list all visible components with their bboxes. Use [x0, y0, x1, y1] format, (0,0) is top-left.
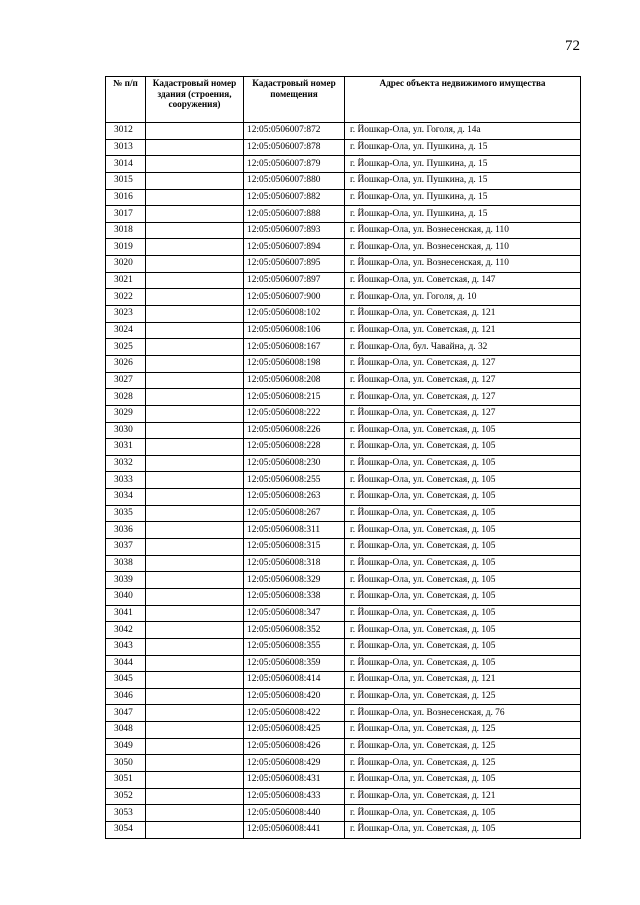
premises-cadastral-cell: 12:05:0506008:329 — [244, 572, 345, 589]
address-cell: г. Йошкар-Ола, ул. Пушкина, д. 15 — [345, 172, 581, 189]
address-cell: г. Йошкар-Ола, ул. Гоголя, д. 10 — [345, 289, 581, 306]
premises-cadastral-cell: 12:05:0506008:352 — [244, 622, 345, 639]
row-number-cell: 3049 — [106, 738, 146, 755]
address-cell: г. Йошкар-Ола, ул. Советская, д. 105 — [345, 505, 581, 522]
building-cadastral-cell — [146, 372, 244, 389]
address-cell: г. Йошкар-Ола, ул. Советская, д. 105 — [345, 522, 581, 539]
building-cadastral-cell — [146, 605, 244, 622]
table-row — [106, 821, 581, 838]
row-number-cell: 3044 — [106, 655, 146, 672]
row-number-cell: 3029 — [106, 405, 146, 422]
address-cell: г. Йошкар-Ола, ул. Советская, д. 105 — [345, 455, 581, 472]
table-row — [106, 771, 581, 788]
row-number-cell: 3040 — [106, 588, 146, 605]
address-cell: г. Йошкар-Ола, ул. Советская, д. 127 — [345, 372, 581, 389]
premises-cadastral-cell: 12:05:0506008:167 — [244, 339, 345, 356]
table-row — [106, 222, 581, 239]
row-number-cell: 3027 — [106, 372, 146, 389]
row-number-cell: 3054 — [106, 821, 146, 838]
premises-cadastral-cell: 12:05:0506007:893 — [244, 222, 345, 239]
row-number-cell: 3046 — [106, 688, 146, 705]
address-cell: г. Йошкар-Ола, ул. Вознесенская, д. 110 — [345, 239, 581, 256]
address-cell: г. Йошкар-Ола, ул. Советская, д. 147 — [345, 272, 581, 289]
row-number-cell: 3023 — [106, 306, 146, 323]
table-row — [106, 139, 581, 156]
building-cadastral-cell — [146, 555, 244, 572]
row-number-cell: 3021 — [106, 272, 146, 289]
address-cell: г. Йошкар-Ола, ул. Советская, д. 105 — [345, 821, 581, 838]
address-cell: г. Йошкар-Ола, ул. Советская, д. 105 — [345, 605, 581, 622]
premises-cadastral-cell: 12:05:0506008:215 — [244, 389, 345, 406]
premises-cadastral-cell: 12:05:0506008:198 — [244, 355, 345, 372]
premises-cadastral-cell: 12:05:0506008:414 — [244, 672, 345, 689]
building-cadastral-cell — [146, 788, 244, 805]
address-cell: г. Йошкар-Ола, ул. Советская, д. 105 — [345, 638, 581, 655]
address-cell: г. Йошкар-Ола, ул. Советская, д. 105 — [345, 539, 581, 556]
header-property-address: Адрес объекта недвижимого имущества — [345, 77, 581, 123]
premises-cadastral-cell: 12:05:0506007:882 — [244, 189, 345, 206]
header-row-number: № п/п — [106, 77, 146, 123]
table-row — [106, 522, 581, 539]
row-number-cell: 3037 — [106, 539, 146, 556]
address-cell: г. Йошкар-Ола, ул. Советская, д. 105 — [345, 588, 581, 605]
address-cell: г. Йошкар-Ола, ул. Советская, д. 105 — [345, 572, 581, 589]
row-number-cell: 3019 — [106, 239, 146, 256]
table-row — [106, 355, 581, 372]
building-cadastral-cell — [146, 489, 244, 506]
address-cell: г. Йошкар-Ола, ул. Пушкина, д. 15 — [345, 206, 581, 223]
building-cadastral-cell — [146, 239, 244, 256]
building-cadastral-cell — [146, 705, 244, 722]
address-cell: г. Йошкар-Ола, ул. Советская, д. 127 — [345, 389, 581, 406]
premises-cadastral-cell: 12:05:0506007:888 — [244, 206, 345, 223]
table-row — [106, 805, 581, 822]
row-number-cell: 3045 — [106, 672, 146, 689]
address-cell: г. Йошкар-Ола, ул. Советская, д. 105 — [345, 472, 581, 489]
premises-cadastral-cell: 12:05:0506007:878 — [244, 139, 345, 156]
row-number-cell: 3015 — [106, 172, 146, 189]
premises-cadastral-cell: 12:05:0506008:318 — [244, 555, 345, 572]
table-row — [106, 206, 581, 223]
address-cell: г. Йошкар-Ола, ул. Советская, д. 121 — [345, 306, 581, 323]
row-number-cell: 3042 — [106, 622, 146, 639]
building-cadastral-cell — [146, 123, 244, 140]
table-row — [106, 755, 581, 772]
premises-cadastral-cell: 12:05:0506008:359 — [244, 655, 345, 672]
table-row — [106, 322, 581, 339]
row-number-cell: 3016 — [106, 189, 146, 206]
table-row — [106, 588, 581, 605]
row-number-cell: 3025 — [106, 339, 146, 356]
premises-cadastral-cell: 12:05:0506007:880 — [244, 172, 345, 189]
table-row — [106, 555, 581, 572]
building-cadastral-cell — [146, 156, 244, 173]
row-number-cell: 3032 — [106, 455, 146, 472]
address-cell: г. Йошкар-Ола, ул. Вознесенская, д. 110 — [345, 222, 581, 239]
premises-cadastral-cell: 12:05:0506007:872 — [244, 123, 345, 140]
building-cadastral-cell — [146, 588, 244, 605]
building-cadastral-cell — [146, 755, 244, 772]
address-cell: г. Йошкар-Ола, ул. Советская, д. 105 — [345, 771, 581, 788]
premises-cadastral-cell: 12:05:0506007:900 — [244, 289, 345, 306]
table-row — [106, 472, 581, 489]
row-number-cell: 3051 — [106, 771, 146, 788]
table-row — [106, 372, 581, 389]
premises-cadastral-cell: 12:05:0506008:226 — [244, 422, 345, 439]
row-number-cell: 3030 — [106, 422, 146, 439]
row-number-cell: 3038 — [106, 555, 146, 572]
row-number-cell: 3033 — [106, 472, 146, 489]
premises-cadastral-cell: 12:05:0506008:347 — [244, 605, 345, 622]
premises-cadastral-cell: 12:05:0506008:255 — [244, 472, 345, 489]
premises-cadastral-cell: 12:05:0506008:315 — [244, 539, 345, 556]
address-cell: г. Йошкар-Ола, ул. Советская, д. 127 — [345, 405, 581, 422]
address-cell: г. Йошкар-Ола, ул. Советская, д. 127 — [345, 355, 581, 372]
row-number-cell: 3053 — [106, 805, 146, 822]
address-cell: г. Йошкар-Ола, ул. Советская, д. 121 — [345, 788, 581, 805]
premises-cadastral-cell: 12:05:0506008:420 — [244, 688, 345, 705]
building-cadastral-cell — [146, 189, 244, 206]
table-header — [106, 77, 581, 123]
row-number-cell: 3020 — [106, 256, 146, 273]
building-cadastral-cell — [146, 422, 244, 439]
address-cell: г. Йошкар-Ола, ул. Пушкина, д. 15 — [345, 189, 581, 206]
row-number-cell: 3028 — [106, 389, 146, 406]
address-cell: г. Йошкар-Ола, ул. Пушкина, д. 15 — [345, 156, 581, 173]
premises-cadastral-cell: 12:05:0506008:355 — [244, 638, 345, 655]
table-row — [106, 455, 581, 472]
premises-cadastral-cell: 12:05:0506007:879 — [244, 156, 345, 173]
premises-cadastral-cell: 12:05:0506008:208 — [244, 372, 345, 389]
row-number-cell: 3052 — [106, 788, 146, 805]
table-row — [106, 256, 581, 273]
table-row — [106, 289, 581, 306]
building-cadastral-cell — [146, 472, 244, 489]
premises-cadastral-cell: 12:05:0506007:895 — [244, 256, 345, 273]
building-cadastral-cell — [146, 256, 244, 273]
row-number-cell: 3018 — [106, 222, 146, 239]
premises-cadastral-cell: 12:05:0506008:433 — [244, 788, 345, 805]
address-cell: г. Йошкар-Ола, ул. Советская, д. 105 — [345, 655, 581, 672]
address-cell: г. Йошкар-Ола, ул. Советская, д. 105 — [345, 489, 581, 506]
table-row — [106, 339, 581, 356]
address-cell: г. Йошкар-Ола, ул. Советская, д. 105 — [345, 622, 581, 639]
row-number-cell: 3043 — [106, 638, 146, 655]
table-row — [106, 505, 581, 522]
address-cell: г. Йошкар-Ола, ул. Советская, д. 121 — [345, 322, 581, 339]
premises-cadastral-cell: 12:05:0506008:263 — [244, 489, 345, 506]
row-number-cell: 3035 — [106, 505, 146, 522]
building-cadastral-cell — [146, 139, 244, 156]
row-number-cell: 3013 — [106, 139, 146, 156]
table-row — [106, 272, 581, 289]
table-row — [106, 722, 581, 739]
address-cell: г. Йошкар-Ола, ул. Гоголя, д. 14а — [345, 123, 581, 140]
building-cadastral-cell — [146, 539, 244, 556]
row-number-cell: 3017 — [106, 206, 146, 223]
table-row — [106, 605, 581, 622]
building-cadastral-cell — [146, 672, 244, 689]
table-row — [106, 489, 581, 506]
address-cell: г. Йошкар-Ола, ул. Советская, д. 105 — [345, 422, 581, 439]
address-cell: г. Йошкар-Ола, ул. Советская, д. 125 — [345, 722, 581, 739]
row-number-cell: 3036 — [106, 522, 146, 539]
premises-cadastral-cell: 12:05:0506008:228 — [244, 439, 345, 456]
table-row — [106, 439, 581, 456]
row-number-cell: 3039 — [106, 572, 146, 589]
row-number-cell: 3041 — [106, 605, 146, 622]
building-cadastral-cell — [146, 306, 244, 323]
property-table-container — [105, 76, 580, 839]
table-row — [106, 688, 581, 705]
building-cadastral-cell — [146, 805, 244, 822]
table-body — [106, 123, 581, 839]
building-cadastral-cell — [146, 272, 244, 289]
table-row — [106, 788, 581, 805]
row-number-cell: 3031 — [106, 439, 146, 456]
premises-cadastral-cell: 12:05:0506008:426 — [244, 738, 345, 755]
table-row — [106, 306, 581, 323]
building-cadastral-cell — [146, 638, 244, 655]
row-number-cell: 3022 — [106, 289, 146, 306]
table-row — [106, 172, 581, 189]
table-row — [106, 405, 581, 422]
building-cadastral-cell — [146, 622, 244, 639]
table-row — [106, 655, 581, 672]
premises-cadastral-cell: 12:05:0506008:441 — [244, 821, 345, 838]
row-number-cell: 3048 — [106, 722, 146, 739]
address-cell: г. Йошкар-Ола, ул. Советская, д. 105 — [345, 439, 581, 456]
row-number-cell: 3014 — [106, 156, 146, 173]
premises-cadastral-cell: 12:05:0506008:230 — [244, 455, 345, 472]
row-number-cell: 3012 — [106, 123, 146, 140]
address-cell: г. Йошкар-Ола, ул. Вознесенская, д. 76 — [345, 705, 581, 722]
table-row — [106, 539, 581, 556]
building-cadastral-cell — [146, 389, 244, 406]
address-cell: г. Йошкар-Ола, ул. Советская, д. 125 — [345, 738, 581, 755]
header-row — [106, 77, 581, 123]
premises-cadastral-cell: 12:05:0506008:311 — [244, 522, 345, 539]
building-cadastral-cell — [146, 722, 244, 739]
table-row — [106, 189, 581, 206]
address-cell: г. Йошкар-Ола, ул. Советская, д. 121 — [345, 672, 581, 689]
address-cell: г. Йошкар-Ола, ул. Советская, д. 105 — [345, 555, 581, 572]
table-row — [106, 156, 581, 173]
address-cell: г. Йошкар-Ола, ул. Советская, д. 105 — [345, 805, 581, 822]
premises-cadastral-cell: 12:05:0506008:440 — [244, 805, 345, 822]
premises-cadastral-cell: 12:05:0506008:425 — [244, 722, 345, 739]
row-number-cell: 3034 — [106, 489, 146, 506]
building-cadastral-cell — [146, 289, 244, 306]
premises-cadastral-cell: 12:05:0506008:267 — [244, 505, 345, 522]
row-number-cell: 3026 — [106, 355, 146, 372]
table-row — [106, 572, 581, 589]
building-cadastral-cell — [146, 222, 244, 239]
building-cadastral-cell — [146, 355, 244, 372]
premises-cadastral-cell: 12:05:0506008:422 — [244, 705, 345, 722]
premises-cadastral-cell: 12:05:0506008:338 — [244, 588, 345, 605]
building-cadastral-cell — [146, 455, 244, 472]
table-row — [106, 389, 581, 406]
table-row — [106, 239, 581, 256]
address-cell: г. Йошкар-Ола, бул. Чавайна, д. 32 — [345, 339, 581, 356]
address-cell: г. Йошкар-Ола, ул. Пушкина, д. 15 — [345, 139, 581, 156]
building-cadastral-cell — [146, 572, 244, 589]
table-row — [106, 622, 581, 639]
building-cadastral-cell — [146, 505, 244, 522]
building-cadastral-cell — [146, 339, 244, 356]
property-table — [105, 76, 581, 839]
table-row — [106, 638, 581, 655]
table-row — [106, 422, 581, 439]
table-row — [106, 705, 581, 722]
building-cadastral-cell — [146, 738, 244, 755]
building-cadastral-cell — [146, 771, 244, 788]
premises-cadastral-cell: 12:05:0506008:429 — [244, 755, 345, 772]
building-cadastral-cell — [146, 172, 244, 189]
building-cadastral-cell — [146, 439, 244, 456]
premises-cadastral-cell: 12:05:0506008:102 — [244, 306, 345, 323]
address-cell: г. Йошкар-Ола, ул. Советская, д. 125 — [345, 755, 581, 772]
header-building-cadastral-number: Кадастровый номер здания (строения, сооружения) — [146, 77, 244, 123]
header-premises-cadastral-number: Кадастровый номер помещения — [244, 77, 345, 123]
row-number-cell: 3050 — [106, 755, 146, 772]
premises-cadastral-cell: 12:05:0506007:897 — [244, 272, 345, 289]
building-cadastral-cell — [146, 405, 244, 422]
building-cadastral-cell — [146, 522, 244, 539]
table-row — [106, 672, 581, 689]
row-number-cell: 3024 — [106, 322, 146, 339]
premises-cadastral-cell: 12:05:0506008:106 — [244, 322, 345, 339]
table-row — [106, 123, 581, 140]
building-cadastral-cell — [146, 688, 244, 705]
table-row — [106, 738, 581, 755]
building-cadastral-cell — [146, 821, 244, 838]
building-cadastral-cell — [146, 322, 244, 339]
building-cadastral-cell — [146, 655, 244, 672]
building-cadastral-cell — [146, 206, 244, 223]
premises-cadastral-cell: 12:05:0506008:431 — [244, 771, 345, 788]
premises-cadastral-cell: 12:05:0506008:222 — [244, 405, 345, 422]
premises-cadastral-cell: 12:05:0506007:894 — [244, 239, 345, 256]
address-cell: г. Йошкар-Ола, ул. Вознесенская, д. 110 — [345, 256, 581, 273]
page-number: 72 — [565, 38, 580, 54]
row-number-cell: 3047 — [106, 705, 146, 722]
address-cell: г. Йошкар-Ола, ул. Советская, д. 125 — [345, 688, 581, 705]
